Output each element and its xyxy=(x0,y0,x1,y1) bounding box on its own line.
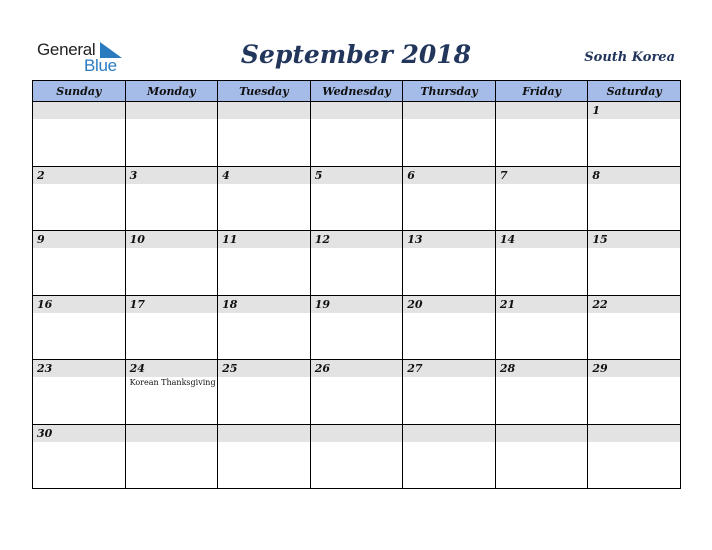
weekday-header-row xyxy=(33,81,681,102)
logo-text-general: General xyxy=(37,40,96,59)
day-cell xyxy=(588,166,681,231)
day-cell xyxy=(588,424,681,489)
day-cell xyxy=(218,166,311,231)
day-cell xyxy=(495,360,588,425)
day-cell xyxy=(495,166,588,231)
day-number xyxy=(496,102,588,119)
day-cell xyxy=(33,231,126,296)
day-number: 24 xyxy=(126,360,218,377)
day-number: 28 xyxy=(496,360,588,377)
day-cell xyxy=(310,102,403,167)
holiday-event: Korean Thanksgiving xyxy=(129,378,216,387)
day-cell xyxy=(403,295,496,360)
day-number: 10 xyxy=(126,231,218,248)
day-cell xyxy=(403,231,496,296)
day-cell xyxy=(218,360,311,425)
day-number xyxy=(588,425,680,442)
day-number: 30 xyxy=(33,425,125,442)
day-cell xyxy=(403,166,496,231)
day-cell xyxy=(403,424,496,489)
day-number: 27 xyxy=(403,360,495,377)
day-cell xyxy=(310,360,403,425)
day-number xyxy=(403,102,495,119)
day-number: 23 xyxy=(33,360,125,377)
day-number: 13 xyxy=(403,231,495,248)
day-cell xyxy=(33,424,126,489)
day-cell xyxy=(403,102,496,167)
week-row-6 xyxy=(33,424,681,489)
day-number xyxy=(33,102,125,119)
day-number: 8 xyxy=(588,167,680,184)
day-number: 17 xyxy=(126,296,218,313)
day-cell xyxy=(495,424,588,489)
day-number: 5 xyxy=(311,167,403,184)
day-number: 15 xyxy=(588,231,680,248)
day-number: 11 xyxy=(218,231,310,248)
day-number xyxy=(126,425,218,442)
day-number xyxy=(496,425,588,442)
day-cell xyxy=(125,102,218,167)
day-cell xyxy=(125,166,218,231)
day-number xyxy=(126,102,218,119)
weekday-wednesday: Wednesday xyxy=(310,81,403,102)
day-number: 9 xyxy=(33,231,125,248)
day-number: 4 xyxy=(218,167,310,184)
day-cell xyxy=(33,102,126,167)
week-row-2 xyxy=(33,166,681,231)
day-cell xyxy=(218,424,311,489)
country-label: South Korea xyxy=(584,50,675,65)
day-number: 2 xyxy=(33,167,125,184)
day-number: 18 xyxy=(218,296,310,313)
day-cell xyxy=(403,360,496,425)
month-title: September 2018 xyxy=(240,40,472,69)
day-cell xyxy=(495,231,588,296)
day-number: 20 xyxy=(403,296,495,313)
day-number: 21 xyxy=(496,296,588,313)
day-cell xyxy=(33,295,126,360)
weekday-tuesday: Tuesday xyxy=(218,81,311,102)
day-number: 1 xyxy=(588,102,680,119)
day-number: 14 xyxy=(496,231,588,248)
day-number: 6 xyxy=(403,167,495,184)
day-cell xyxy=(218,102,311,167)
weekday-monday: Monday xyxy=(125,81,218,102)
day-number xyxy=(311,425,403,442)
weekday-saturday: Saturday xyxy=(588,81,681,102)
day-cell xyxy=(125,424,218,489)
day-cell xyxy=(33,360,126,425)
day-cell xyxy=(125,360,218,425)
day-number: 29 xyxy=(588,360,680,377)
weekday-friday: Friday xyxy=(495,81,588,102)
weekday-sunday: Sunday xyxy=(33,81,126,102)
day-number: 16 xyxy=(33,296,125,313)
day-cell xyxy=(125,295,218,360)
day-cell xyxy=(588,295,681,360)
weekday-thursday: Thursday xyxy=(403,81,496,102)
day-number: 26 xyxy=(311,360,403,377)
day-number: 3 xyxy=(126,167,218,184)
day-cell xyxy=(310,424,403,489)
day-number: 19 xyxy=(311,296,403,313)
day-cell xyxy=(310,166,403,231)
day-cell xyxy=(588,231,681,296)
calendar-grid xyxy=(32,80,681,489)
day-number: 25 xyxy=(218,360,310,377)
day-cell xyxy=(588,102,681,167)
day-cell xyxy=(310,295,403,360)
week-row-3 xyxy=(33,231,681,296)
day-cell xyxy=(588,360,681,425)
day-cell xyxy=(218,231,311,296)
week-row-4 xyxy=(33,295,681,360)
week-row-1 xyxy=(33,102,681,167)
day-cell xyxy=(310,231,403,296)
week-row-5 xyxy=(33,360,681,425)
day-number xyxy=(311,102,403,119)
day-number: 22 xyxy=(588,296,680,313)
day-cell xyxy=(495,102,588,167)
day-cell xyxy=(125,231,218,296)
logo-text-blue: Blue xyxy=(84,56,117,75)
day-number xyxy=(218,102,310,119)
day-cell xyxy=(218,295,311,360)
day-cell xyxy=(495,295,588,360)
day-number: 12 xyxy=(311,231,403,248)
day-number xyxy=(403,425,495,442)
day-number: 7 xyxy=(496,167,588,184)
day-number xyxy=(218,425,310,442)
day-cell xyxy=(33,166,126,231)
